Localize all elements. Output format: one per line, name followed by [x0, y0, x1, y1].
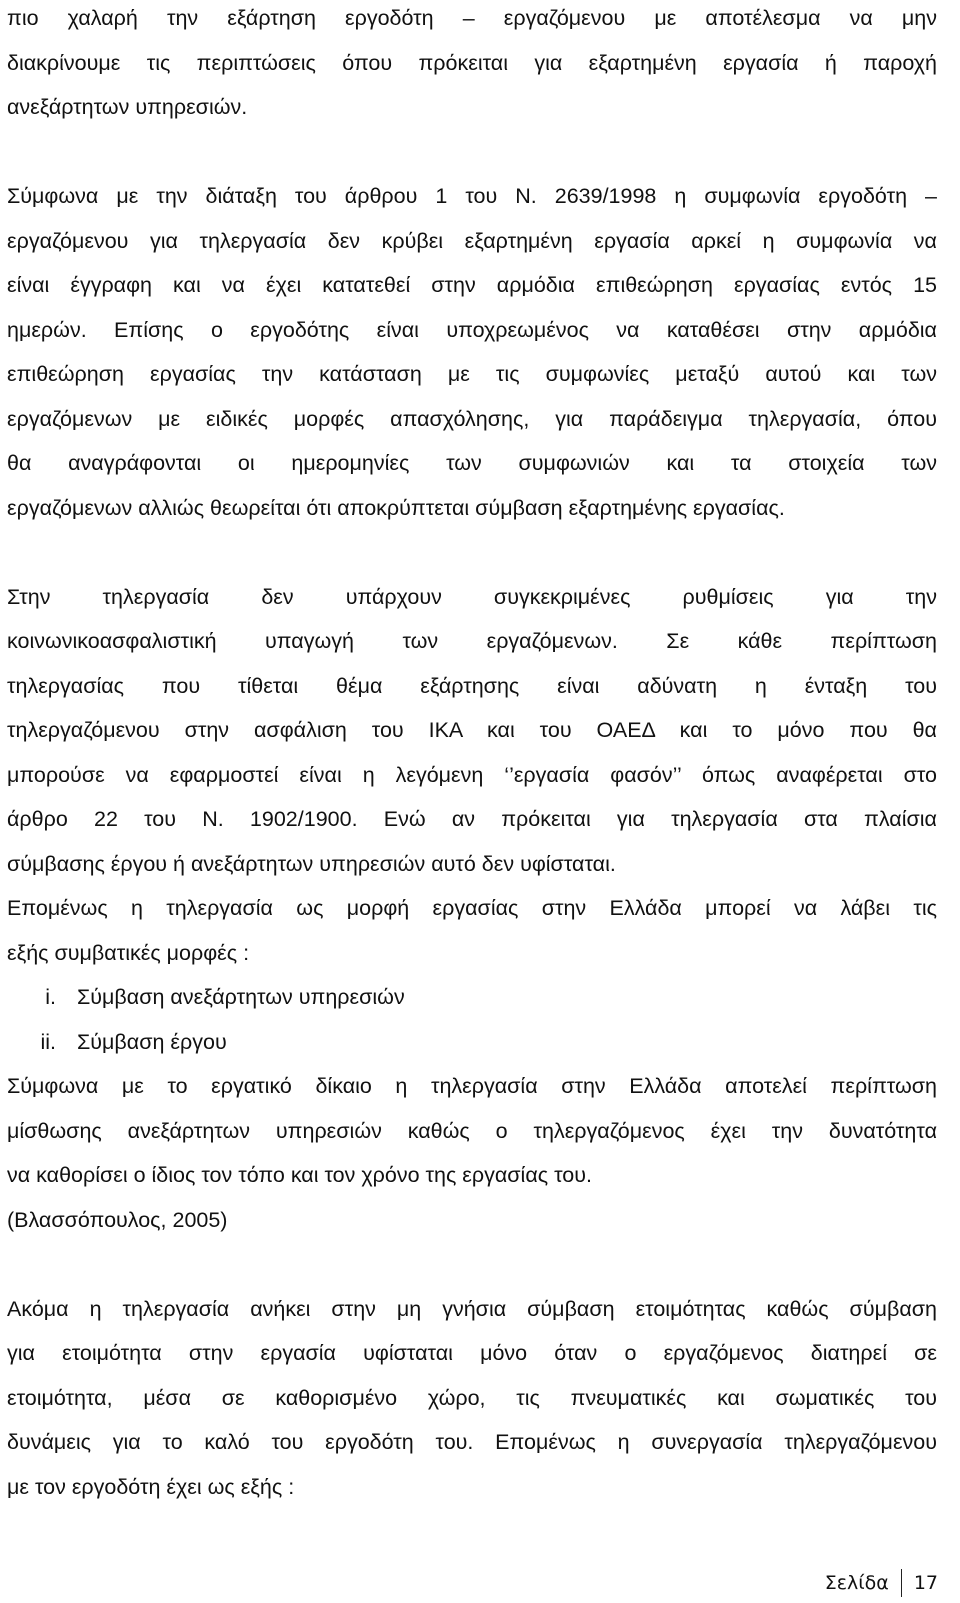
- footer-divider: [901, 1569, 902, 1597]
- page-number: 17: [913, 1572, 938, 1594]
- list-item: [7, 975, 937, 1020]
- paragraph-4: [7, 886, 937, 975]
- text-line: με τον εργοδότη έχει ως εξής :: [7, 1474, 295, 1499]
- text-line: ετοιμότητα, μέσα σε καθορισμένο χώρο, τις πνευματικές και σωματικές του: [7, 1385, 937, 1410]
- text-line: θα αναγράφονται οι ημερομηνίες των συμφωνιών και τα στοιχεία των: [7, 451, 937, 475]
- text-line: Ακόμα η τηλεργασία ανήκει στην μη γνήσια σύμβαση ετοιμότητας καθώς σύμβαση: [7, 1296, 937, 1321]
- list-marker: i.: [45, 985, 56, 1009]
- numbered-list: [7, 975, 937, 1064]
- page-label: Σελίδα: [824, 1572, 889, 1594]
- paragraph-1: [7, 0, 937, 130]
- text-line: επιθεώρηση εργασίας την κατάσταση με τις συμφωνίες μεταξύ αυτού και των: [7, 362, 937, 386]
- text-line: εργαζόμενων αλλιώς θεωρείται ότι αποκρύπτεται σύμβαση εξαρτημένης εργασίας.: [7, 495, 785, 520]
- paragraph-6: [7, 1287, 937, 1510]
- paragraph-2: [7, 174, 937, 530]
- list-marker: ii.: [40, 1029, 56, 1054]
- text-line: για ετοιμότητα στην εργασία υφίσταται μόνο όταν ο εργαζόμενος διατηρεί σε: [7, 1341, 937, 1365]
- text-line: εξής συμβατικές μορφές :: [7, 940, 250, 965]
- text-line: είναι έγγραφη και να έχει κατατεθεί στην αρμόδια επιθεώρηση εργασίας εντός 15: [7, 273, 937, 297]
- text-line: κοινωνικοασφαλιστική υπαγωγή των εργαζόμενων. Σε κάθε περίπτωση: [7, 629, 937, 653]
- page-footer: [825, 1569, 938, 1597]
- paragraph-3: [7, 575, 937, 887]
- text-line: τηλεργασίας που τίθεται θέμα εξάρτησης είναι αδύνατη η ένταξη του: [7, 673, 937, 698]
- text-line: πιο χαλαρή την εξάρτηση εργοδότη – εργαζόμενου με αποτέλεσμα να μην: [7, 6, 937, 30]
- text-line: ημερών. Επίσης ο εργοδότης είναι υποχρεωμένος να καταθέσει στην αρμόδια: [7, 317, 937, 342]
- paragraph-5: [7, 1064, 937, 1242]
- list-item: [7, 1020, 937, 1065]
- text-line: τηλεργαζόμενου στην ασφάλιση του ΙΚΑ και του ΟΑΕΔ και το μόνο που θα: [7, 718, 937, 742]
- text-line: ανεξάρτητων υπηρεσιών.: [7, 95, 248, 119]
- text-line: σύμβασης έργου ή ανεξάρτητων υπηρεσιών αυτό δεν υφίσταται.: [7, 851, 616, 876]
- text-line: εργαζόμενου για τηλεργασία δεν κρύβει εξαρτημένη εργασία αρκεί η συμφωνία να: [7, 228, 937, 253]
- text-line: Επομένως η τηλεργασία ως μορφή εργασίας στην Ελλάδα μπορεί να λάβει τις: [7, 896, 937, 920]
- citation: (Βλασσόπουλος, 2005): [7, 1207, 228, 1232]
- text-line: άρθρο 22 του Ν. 1902/1900. Ενώ αν πρόκειται για τηλεργασία στα πλαίσια: [7, 807, 937, 831]
- document-page: [7, 0, 937, 1509]
- text-line: δυνάμεις για το καλό του εργοδότη του. Επομένως η συνεργασία τηλεργαζόμενου: [7, 1430, 937, 1454]
- text-line: Στην τηλεργασία δεν υπάρχουν συγκεκριμένες ρυθμίσεις για την: [7, 584, 937, 609]
- text-line: να καθορίσει ο ίδιος τον τόπο και τον χρόνο της εργασίας του.: [7, 1163, 592, 1187]
- text-line: Σύμφωνα με το εργατικό δίκαιο η τηλεργασία στην Ελλάδα αποτελεί περίπτωση: [7, 1074, 937, 1098]
- text-line: Σύμφωνα με την διάταξη του άρθρου 1 του Ν. 2639/1998 η συμφωνία εργοδότη –: [7, 184, 937, 208]
- text-line: μίσθωσης ανεξάρτητων υπηρεσιών καθώς ο τηλεργαζόμενος έχει την δυνατότητα: [7, 1118, 937, 1143]
- list-item-text: Σύμβαση έργου: [77, 1029, 227, 1054]
- text-line: διακρίνουμε τις περιπτώσεις όπου πρόκειται για εξαρτημένη εργασία ή παροχή: [7, 50, 937, 75]
- list-item-text: Σύμβαση ανεξάρτητων υπηρεσιών: [77, 985, 405, 1009]
- text-line: μπορούσε να εφαρμοστεί είναι η λεγόμενη ‘’εργασία φασόν’’ όπως αναφέρεται στο: [7, 762, 937, 787]
- text-line: εργαζόμενων με ειδικές μορφές απασχόλησης, για παράδειγμα τηλεργασία, όπου: [7, 406, 937, 431]
